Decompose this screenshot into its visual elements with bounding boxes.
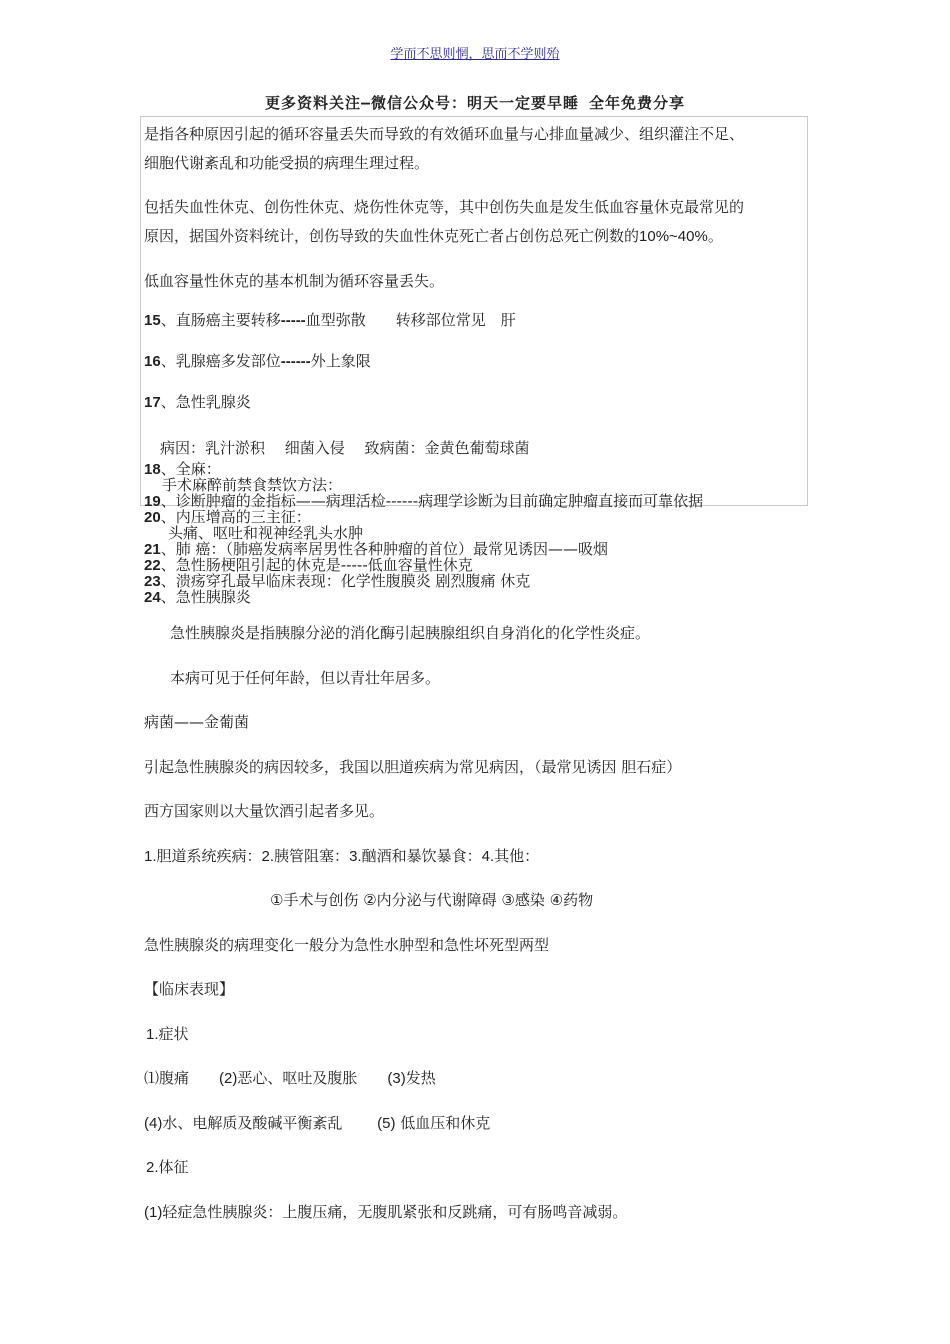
signs-number: 2. [146,1159,159,1176]
symptom-3-number: (3) [387,1070,406,1087]
item-16-dashes: ------ [280,353,311,370]
shock-types-line1: 包括失血性休克、创伤性休克、烧伤性休克等，其中创伤失血是发生低血容量休克最常见的 [144,198,745,216]
item-15-detail: 血型弥散 转移部位常见 肝 [305,311,516,329]
item-19-text: 、诊断肿瘤的金指标——病理活检------病理学诊断为目前确定肿瘤直接而可靠依据 [160,492,704,510]
item-23-number: 23 [144,573,161,590]
mild-number: (1) [144,1204,163,1221]
shock-types-text: 原因，据国外资料统计，创伤导致的失血性休克死亡者占创伤总死亡例数的 [144,227,640,245]
cause-list-n1: 1. [144,848,157,865]
item-17 [144,388,251,417]
cause-list-t2: 胰管阻塞： [274,847,350,865]
cause-list-n4: 4. [481,848,495,865]
item-15-text: 、直肠癌主要转移 [160,311,281,329]
item-20-text: 、内压增高的三主征： [160,508,311,526]
item-20-sub: 头痛、呕吐和视神经乳头水肿 [168,524,364,542]
cause-list-n2: 2. [261,848,275,865]
item-16-text: 、乳腺癌多发部位 [160,352,281,370]
shock-definition-line1: 是指各种原因引起的循环容量丢失而导致的有效循环血量与心排血量减少、组织灌注不足、 [144,125,745,143]
pancreatitis-definition: 急性胰腺炎是指胰腺分泌的消化酶引起胰腺组织自身消化的化学性炎症。 [170,624,651,642]
shock-types-percent: 10%~40%。 [639,228,723,245]
symptoms-row2 [144,1109,490,1138]
symptoms-heading [146,1020,189,1049]
symptoms-row1 [144,1064,436,1093]
mild-text: 轻症急性胰腺炎：上腹压痛，无腹肌紧张和反跳痛，可有肠鸣音减弱。 [162,1203,628,1221]
mastitis-cause: 病因：乳汁淤积 细菌入侵 致病菌：金黄色葡萄球菌 [160,439,530,457]
symptom-1: ⑴腹痛 [144,1069,220,1087]
symptom-4-number: (4) [144,1115,163,1132]
cause-list-t4: 其他： [494,847,540,865]
item-21-number: 21 [144,541,161,558]
header-follow-notice: 更多资料关注—微信公众号：明天一定要早睡 全年免费分享 [264,94,686,112]
symptoms-number: 1. [146,1026,159,1043]
other-causes: ①手术与创伤 ②内分泌与代谢障碍 ③感染 ④药物 [270,891,594,909]
item-20-number: 20 [144,509,161,526]
pancreatitis-age: 本病可见于任何年龄，但以青壮年居多。 [170,669,441,687]
signs-heading [146,1153,189,1182]
item-24-text: 、急性胰腺炎 [160,588,251,606]
symptom-4: 水、电解质及酸碱平衡紊乱 [162,1114,378,1132]
item-17-number: 17 [144,394,161,411]
pancreatitis-germ: 病菌——金葡菌 [144,713,250,731]
cause-list-t1: 胆道系统疾病： [156,847,262,865]
symptom-2-number: (2) [219,1070,238,1087]
symptoms-label: 症状 [158,1025,189,1043]
item-22-text: 、急性肠梗阻引起的休克是-----低血容量性休克 [160,556,473,574]
item-15-dashes: ----- [280,312,306,329]
signs-label: 体征 [158,1158,189,1176]
item-16-number: 16 [144,353,161,370]
header-motto: 学而不思则惘，思而不学则殆 [390,47,560,62]
symptom-5: 低血压和休克 [395,1114,491,1132]
clinical-heading: 【临床表现】 [144,980,235,998]
item-15-number: 15 [144,312,161,329]
cause-list-t3: 酗酒和暴饮暴食： [361,847,482,865]
shock-types-line2 [144,222,723,251]
item-24-number: 24 [144,589,161,606]
item-24 [144,589,251,606]
pancreatitis-cause: 引起急性胰腺炎的病因较多，我国以胆道疾病为常见病因，（最常见诱因 胆石症） [144,758,682,776]
pancreatitis-west: 西方国家则以大量饮酒引起者多见。 [144,802,385,820]
symptom-2: 恶心、呕吐及腹胀 [237,1069,388,1087]
item-16-detail: 外上象限 [310,352,371,370]
item-18-text: 、全麻： [160,460,221,478]
symptom-5-number: (5) [377,1115,396,1132]
item-22-number: 22 [144,557,161,574]
cause-list [144,842,539,871]
pathology-types: 急性胰腺炎的病理变化一般分为急性水肿型和急性坏死型两型 [144,936,550,954]
symptom-3: 发热 [405,1069,436,1087]
item-21-text: 、肺 癌：（肺癌发病率居男性各种肿瘤的首位）最常见诱因——吸烟 [160,540,608,558]
item-18-number: 18 [144,461,161,478]
cause-list-n3: 3. [349,848,362,865]
item-17-text: 、急性乳腺炎 [160,393,251,411]
item-23-text: 、溃疡穿孔最早临床表现：化学性腹膜炎 剧烈腹痛 休克 [160,572,531,590]
item-19-number: 19 [144,493,161,510]
shock-mechanism: 低血容量性休克的基本机制为循环容量丢失。 [144,272,445,290]
item-15 [144,306,516,335]
item-18-sub: 手术麻醉前禁食禁饮方法： [162,476,343,494]
mild-pancreatitis [144,1198,627,1227]
shock-definition-line2: 细胞代谢紊乱和功能受损的病理生理过程。 [144,154,430,172]
item-16 [144,347,371,376]
